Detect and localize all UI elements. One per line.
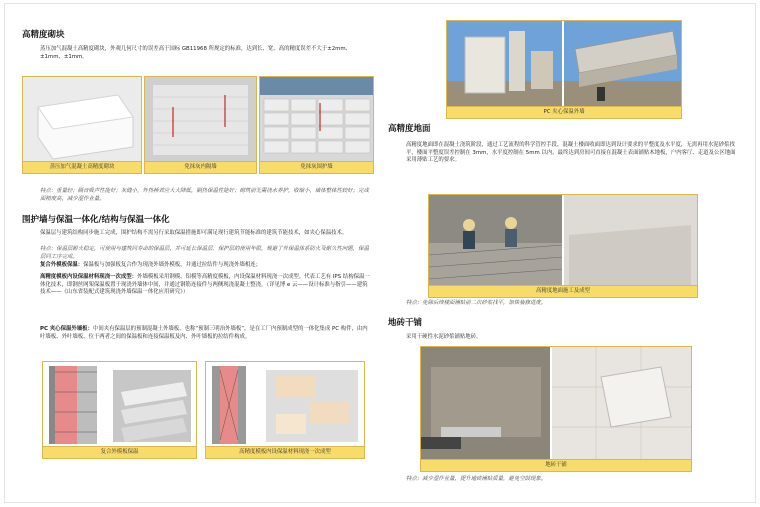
wall-pc-sandwich: [40, 326, 372, 341]
photo-tile-dry-laying: [420, 346, 692, 472]
photo-caption: 地砖干铺: [421, 459, 691, 471]
photo-precision-floor: [428, 194, 698, 298]
photo-pc-sandwich-wall: [446, 20, 682, 119]
photo-aac-block: [22, 76, 142, 174]
block-section-title: 高精度砌块: [22, 30, 65, 40]
tile-feature: 特点：减少湿作业量，提升地砖铺贴质量，避免空鼓现象。: [406, 476, 547, 482]
photo-caption: 蒸压加气混凝土高精度砌块: [23, 161, 141, 173]
photo-composite-formwork: [42, 361, 197, 459]
wall-precision-formwork: [40, 274, 372, 297]
wall-feature: 特点：保温层耐火稳定，可使用与建筑同寿命的保温层，并可延长保温层、保护层的使用年限，规避了外保温体系防火及耐久性问题，保温层同工序完成。: [40, 246, 369, 260]
photo-caption: 复合外模板保温: [43, 446, 196, 458]
floor-feature: 特点：免除后续楼面铺贴前二次砂浆找平，加快装修进度。: [406, 300, 547, 306]
block-feature: 特点：重量轻；隔音吸声性能好；灰缝小，外热桥效应大大降低，隔热保温性能好；砌筑前无需浇水养护，收缩小，墙体整体性较好；完成面精度高，减少湿作业量。: [40, 188, 369, 202]
wall-intro: 保温层与建筑结构同步施工完成，围护结构不需另行采取保温措施即可满足现行建筑节能标准的建筑节能技术，如夹心保温技术。: [40, 230, 348, 236]
photo-caption: 高精度模板内设保温材料现浇一次成型: [206, 446, 364, 458]
floor-description: 高精度地面即在混凝土浇筑阶段，通过工艺流程的科学管控手段，混凝土楼面收面即达到设计要求的平整度及水平度，无需再用水泥砂浆找平，楼面平整度误差控制在 3mm，水平度控制在 5mm 以内，最终达到房间可直接在混凝土表面铺贴木地板，户内客厅、走道及公区地面采用薄贴工艺的要求。: [406, 142, 736, 164]
photo-caption: 免抹灰内隔墙: [145, 161, 256, 173]
wall-composite-formwork: [40, 262, 372, 270]
photo-caption: 免抹灰围护墙: [260, 161, 373, 173]
photo-caption: 高精度地面施工及成型: [429, 285, 697, 297]
paragraph-text: 中间夹有保温层的预制混凝土外墙板，也称“预制三明治外墙板”，是在工厂内预制成型的一体化集成 PC 构件，由内叶墙板、外叶墙板、位于两者之间的保温板和连接保温板及内、外叶墙板的拉结件构成。: [40, 326, 368, 340]
floor-section-title: 高精度地面: [388, 124, 431, 134]
tile-description: 采用干硬性水泥砂浆铺贴地砖。: [406, 334, 482, 340]
photo-enclosure-wall: [259, 76, 374, 174]
bold-label: 高精度模板内设保温材料现浇一次成型：: [40, 274, 138, 280]
tile-section-title: 地砖干铺: [388, 318, 423, 328]
paragraph-text: 外墙模板采用钢模、铝模等高精度模板，内设保温材料现浇一次成型。代表工艺有 IPS 结构保温一体化技术，即钢丝网架保温板置于现浇外墙体中间，并通过钢筋连接件与两侧现浇混凝土整浇。（详见博 e 云——设计标准与指引——建筑技术——《山东省装配式建筑现浇外墙保温一体化应用研究》）: [40, 274, 370, 296]
bold-label: PC 夹心保温外墙板：: [40, 326, 93, 332]
bold-label: 复合外模板保温：: [40, 262, 84, 268]
wall-section-title: 围护墙与保温一体化/结构与保温一体化: [22, 215, 170, 225]
block-description: 蒸压加气混凝土高精度砌块，外观几何尺寸的误差高于国标 GB11968 所规定的标准，达到长、宽、高的精度误差不大于±2mm、±1mm、±1mm。: [40, 46, 352, 60]
photo-precision-formwork: [205, 361, 365, 459]
paragraph-text: 保温板与加强板复合作为现浇外墙外模板，并通过拉结件与现浇外墙相连；: [83, 262, 262, 268]
photo-caption: PC 夹心保温外墙: [447, 106, 681, 118]
photo-inner-partition: [144, 76, 257, 174]
